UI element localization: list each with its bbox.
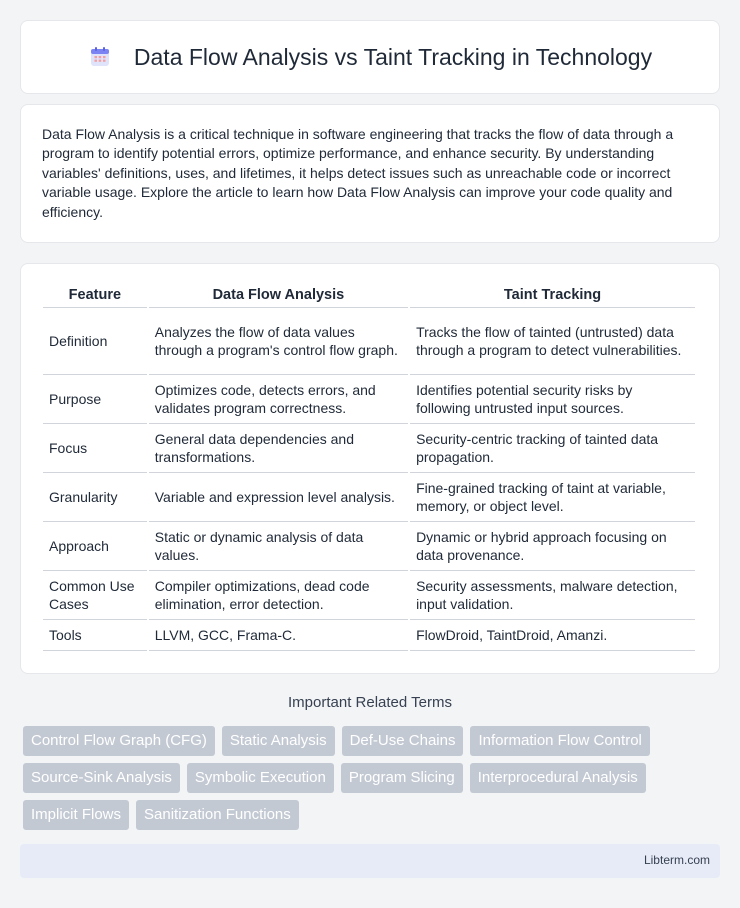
term-tag[interactable]: Control Flow Graph (CFG) [23, 726, 215, 756]
table-row [43, 571, 695, 620]
table-cell: Compiler optimizations, dead code elimination, error detection. [149, 571, 408, 620]
table-cell: Focus [43, 424, 147, 473]
table-cell: Definition [43, 308, 147, 375]
table-row [43, 620, 695, 651]
term-tag[interactable]: Sanitization Functions [136, 800, 299, 830]
table-cell: Security assessments, malware detection, input validation. [410, 571, 695, 620]
table-cell: Purpose [43, 375, 147, 424]
table-cell: Approach [43, 522, 147, 571]
table-cell: Dynamic or hybrid approach focusing on data provenance. [410, 522, 695, 571]
related-terms-title: Important Related Terms [288, 694, 452, 711]
table-row [43, 308, 695, 375]
table-cell: Optimizes code, detects errors, and validates program correctness. [149, 375, 408, 424]
intro-text: Data Flow Analysis is a critical technique in software engineering that tracks the flow of data through a program to identify potential errors, optimize performance, and enhance security. By understanding variables' definitions, uses, and lifetimes, it helps detect issues such as unreachable code or incorrect variable usage. Explore the article to learn how Data Flow Analysis can improve your code quality and efficiency. [42, 126, 674, 220]
table-cell: Variable and expression level analysis. [149, 473, 408, 522]
table-cell: LLVM, GCC, Frama-C. [149, 620, 408, 651]
calendar-icon [88, 45, 112, 69]
table-cell: Tracks the flow of tainted (untrusted) data through a program to detect vulnerabilities. [410, 308, 695, 375]
table-cell: Common Use Cases [43, 571, 147, 620]
table-cell: Fine-grained tracking of taint at variable, memory, or object level. [410, 473, 695, 522]
comparison-card [20, 263, 720, 674]
table-header: Feature [43, 284, 147, 308]
term-tag[interactable]: Interprocedural Analysis [470, 763, 646, 793]
table-header: Taint Tracking [410, 284, 695, 308]
term-tag[interactable]: Static Analysis [222, 726, 335, 756]
table-cell: Static or dynamic analysis of data values. [149, 522, 408, 571]
term-tag[interactable]: Information Flow Control [470, 726, 649, 756]
table-row [43, 375, 695, 424]
footer [20, 844, 720, 878]
header-card [20, 20, 720, 94]
table-row [43, 473, 695, 522]
table-cell: Tools [43, 620, 147, 651]
footer-site-link[interactable]: Libterm.com [643, 853, 710, 867]
table-header: Data Flow Analysis [149, 284, 408, 308]
term-tag[interactable]: Program Slicing [341, 763, 463, 793]
table-cell: FlowDroid, TaintDroid, Amanzi. [410, 620, 695, 651]
term-tag[interactable]: Implicit Flows [23, 800, 129, 830]
table-header-row [43, 284, 695, 308]
comparison-table [41, 284, 697, 651]
page-title: Data Flow Analysis vs Taint Tracking in Technology [133, 43, 653, 70]
intro-card [20, 104, 720, 243]
table-row [43, 522, 695, 571]
table-cell: Identifies potential security risks by following untrusted input sources. [410, 375, 695, 424]
table-cell: Analyzes the flow of data values through a program's control flow graph. [149, 308, 408, 375]
related-terms-list [23, 726, 723, 830]
table-cell: General data dependencies and transformations. [149, 424, 408, 473]
table-cell: Granularity [43, 473, 147, 522]
term-tag[interactable]: Def-Use Chains [342, 726, 464, 756]
table-cell: Security-centric tracking of tainted data propagation. [410, 424, 695, 473]
table-row [43, 424, 695, 473]
term-tag[interactable]: Source-Sink Analysis [23, 763, 180, 793]
term-tag[interactable]: Symbolic Execution [187, 763, 334, 793]
